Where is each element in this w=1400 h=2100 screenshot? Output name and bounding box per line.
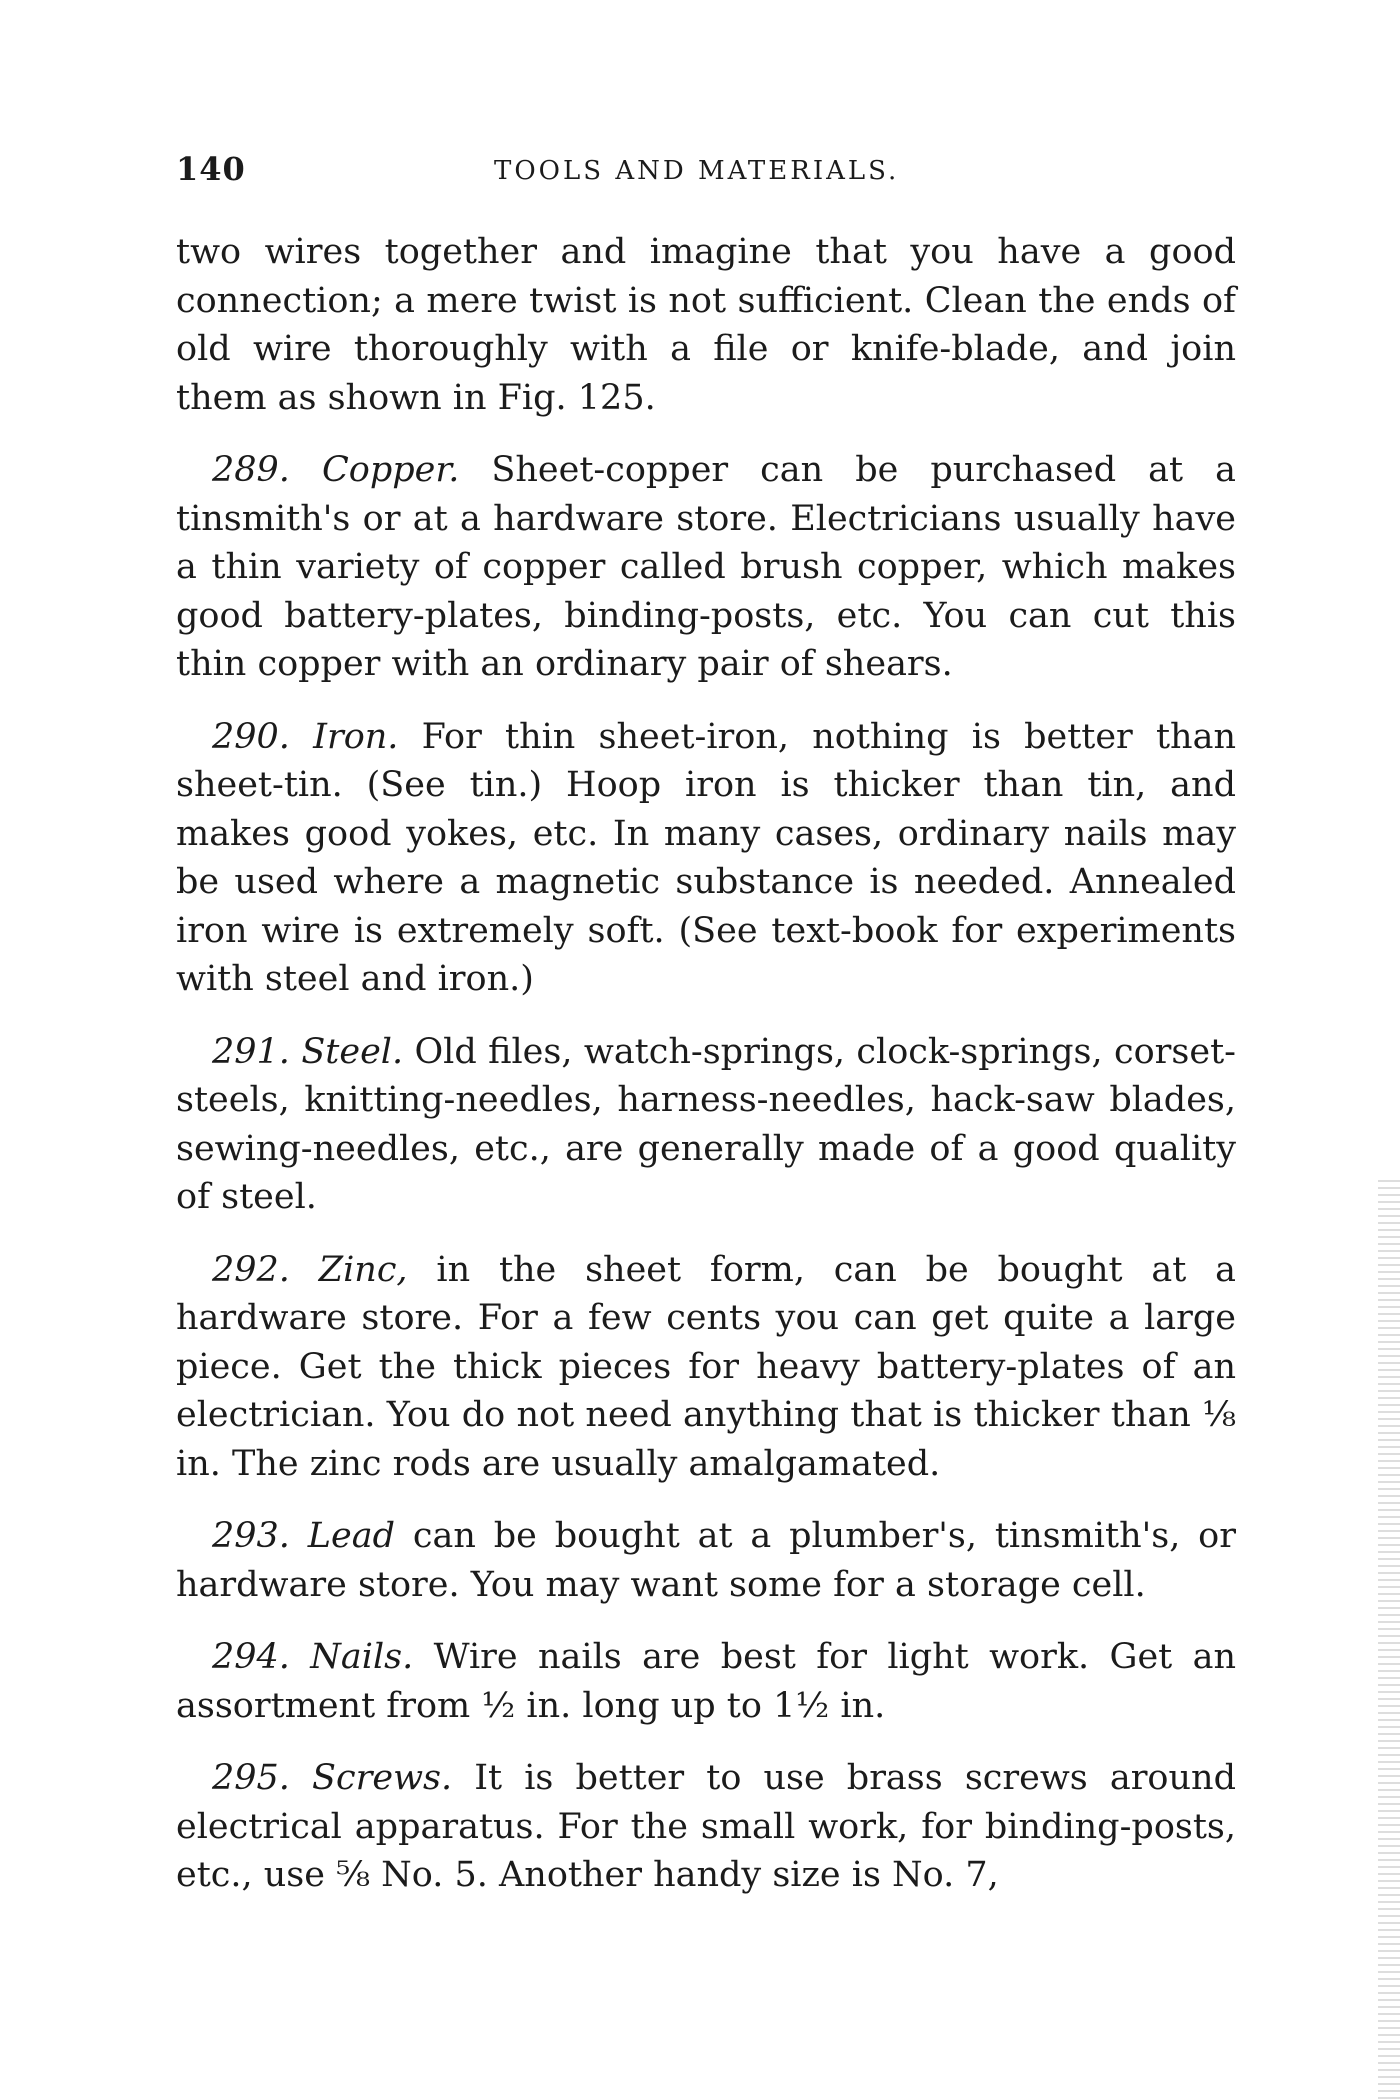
section-291-steel [176,1028,1236,1222]
paragraph-continuation [176,228,1236,422]
running-title: TOOLS AND MATERIALS. [494,156,900,186]
section-number: 291. [212,1031,290,1072]
section-289-copper [176,446,1236,689]
section-heading: Lead [307,1516,396,1556]
section-heading: Steel. [301,1031,404,1072]
section-number: 290. [212,716,290,757]
section-number: 295. [212,1758,290,1798]
section-heading: Copper. [321,450,460,490]
section-heading: Nails. [310,1637,414,1677]
section-number: 294. [212,1637,290,1677]
paragraph-text: Wire nails are best for light work. Get an assortment from ½ in. long up to 1½ in. [176,1637,1236,1726]
section-294-nails [176,1633,1236,1730]
section-heading: Iron. [313,716,399,757]
section-number: 289. [212,450,290,490]
section-293-lead [176,1512,1236,1609]
paragraph-text: in the sheet form, can be bought at a hardware store. For a few cents you can get quite a large piece. Get the thick pieces for heavy battery-plates of an electrician. You do not need anything that is thicker than ⅛ in. The zinc rods are usually amalgamated. [176,1249,1236,1484]
body-text [176,228,1236,1924]
paragraph-text: can be bought at a plumber's, tinsmith's, or hardware store. You may want some for a storage cell. [176,1516,1236,1605]
page-edge-scan-noise [1378,1180,1400,2100]
paragraph-text: two wires together and imagine that you have a good connection; a mere twist is not sufficient. Clean the ends of old wire thoroughly with a file or knife-blade, and join them as shown in Fig. 125. [176,232,1236,418]
section-number: 293. [212,1516,290,1556]
section-number: 292. [212,1249,290,1290]
paragraph-text: For thin sheet-iron, nothing is better than sheet-tin. (See tin.) Hoop iron is thicker than tin, and makes good yokes, etc. In many cases, ordinary nails may be used where a magnetic substance is needed. Annealed iron wire is extremely soft. (See text-book for experiments with steel and iron.) [176,716,1236,999]
paragraph-text: Old files, watch-springs, clock-springs, corset-steels, knitting-needles, harness-needles, hack-saw blades, sewing-needles, etc., are generally made of a good quality of steel. [176,1031,1236,1217]
section-292-zinc [176,1246,1236,1489]
section-290-iron [176,713,1236,1004]
section-heading: Zinc, [318,1249,408,1290]
section-heading: Screws. [312,1758,453,1798]
section-295-screws [176,1754,1236,1900]
page-number: 140 [176,150,246,188]
page-header [176,150,1236,190]
paragraph-text: It is better to use brass screws around electrical apparatus. For the small work, for binding-posts, etc., use ⅝ No. 5. Another handy size is No. 7, [176,1758,1236,1895]
paragraph-text: Sheet-copper can be purchased at a tinsmith's or at a hardware store. Electricians usually have a thin variety of copper called brush copper, which makes good battery-plates, binding-posts, etc. You can cut this thin copper with an ordinary pair of shears. [176,450,1236,684]
